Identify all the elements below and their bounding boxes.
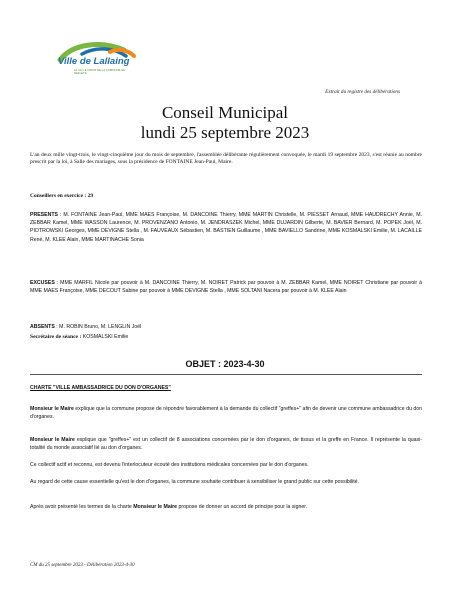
present-list: : M. FONTAINE Jean-Paul, MME MAES Françoise, M. DANCOINE Thierry, MME MARTIN Christelle, M. PIESSET Arnaud, MME HAUDRECHY Annie, M. ZEBBAR Kamel, MME WASSON Laurence, M. PROVENZANO Antonio, M. JENDRASZEK Michel, MME DUJARDIN Gilberte, M. BAVIER Bernard, M. POPEK Joël, M. PIOTROWSKI Georges, MME DEVIGNE Stella , M. FAUVEAUX Sébastien, M. BASTIEN Guillaume , MME BAVIELLO Sandrine, MME KOSMALSKI Emilie, M. LACAILLE René, M. KLEE Alain, MME MARTINACHE Sonia [30,212,422,243]
present-label: PRESENTS [30,212,58,218]
secretary-label: Secrétaire de séance : [30,334,82,340]
p2-lead: Monsieur le Maire [30,437,75,443]
in-office-count: 29 [87,193,94,199]
page-title: Conseil Municipal [161,103,289,122]
secretary-name: KOSMALSKI Emilie [81,334,129,340]
absent-label: ABSENTS [30,324,55,330]
logo-tagline: LÀ OÙ LE CŒUR DE LA COMMUNE SE REFLÈTE [74,68,125,76]
body-paragraph-2 [30,436,422,452]
p2-text: explique que "greffes+" est un collectif de 8 associations concernées par le don d'organes, de tissus et la greffe en France. Il représente la quasi-totalité du monde associatif lié au don d'organes. [30,437,422,452]
divider [30,374,422,375]
extract-label: Extrait du registre des délibérations [325,89,400,95]
excused-paragraph [30,279,422,295]
body-paragraph-3: Ce collectif actif et reconnu, est devenu l'interlocuteur écouté des institutions médicales concernées par le don d'organes. [30,462,309,468]
meeting-date: lundi 25 septembre 2023 [140,123,310,142]
in-office-label: Conseillers en exercice : [30,193,87,199]
p5-pre: Après avoir présenté les termes de la charte [30,504,134,510]
body-paragraph-4: Au regard de cette cause essentielle qu'est le don d'organes, la commune souhaite contribuer à sensibiliser le grand public sur cette possibilité. [30,479,359,485]
objet-heading: OBJET : 2023-4-30 [185,359,265,369]
city-logo [52,42,148,98]
page-footer: CM du 25 septembre 2023 - Délibération 2023-4-30 [30,563,135,568]
p1-text: explique que la commune propose de répondre favorablement à la demande du collectif "greffes+" afin de devenir une commune ambassadrice du don d'organes. [30,406,422,421]
secretary-paragraph [30,333,422,341]
body-paragraph-5 [30,503,422,511]
absent-paragraph [30,323,422,331]
absent-list: : M. ROBIN Bruno, M. LENGLIN Joël [54,324,142,330]
section-title: CHARTE "VILLE AMBASSADRICE DU DON D'ORGANES" [30,385,171,391]
p5-lead: Monsieur le Maire [133,504,178,510]
excused-list: : MME MARFIL Nicole par pouvoir à M. DANCOINE Thierry, M. NOIRET Patrick par pouvoir à M. ZEBBAR Kamel, MME NOIRET Christiane par pouvoir à MME MAES Françoise, MME DECOUT Sabine par pouvoir à MME DEVIGNE Stella , MME SOLTANI Nacera par pouvoir à M. KLEE Alain [30,280,422,295]
intro-paragraph: L'an deux mille vingt-trois, le vingt-cinquième jour du mois de septembre, l'assemblée délibérante régulièrement convoquée, le mardi 19 septembre 2023, s'est réunie au nombre prescrit par la loi, à Salle des mariages, sous la présidence de FONTAINE Jean-Paul, Maire. [30,152,422,165]
p5-post: propose de donner un accord de principe pour la signer. [177,504,308,510]
excused-label: EXCUSES [30,280,55,286]
logo-name: Ville de Lallaing [58,56,130,67]
p1-lead: Monsieur le Maire [30,406,74,412]
body-paragraph-1 [30,405,422,421]
in-office-line [30,193,422,200]
present-paragraph [30,211,422,244]
